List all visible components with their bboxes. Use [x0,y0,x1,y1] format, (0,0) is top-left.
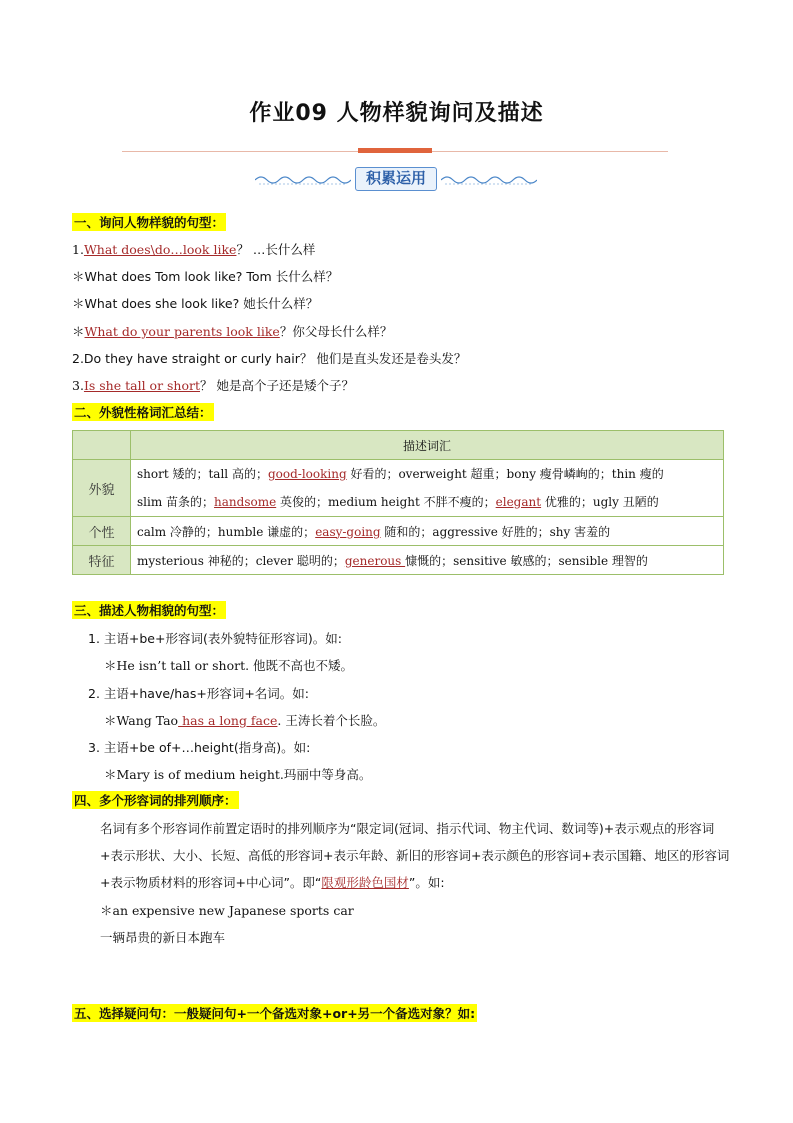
underlined-word: generous [344,553,406,568]
rule-item: 2. 主语+have/has+形容词+名词。如: [88,686,310,701]
table-cell [131,460,724,517]
mnemonic-phrase: 限观形龄色国材 [321,875,409,890]
example-en: ＊an expensive new Japanese sports car [100,903,354,918]
underlined-phrase: What does\do…look like [83,242,237,257]
row-label-personality: 个性 [73,517,131,546]
underlined-phrase: What do your parents look like [84,324,280,339]
cell-line: short 矮的；tall 高的；good-looking 好看的；overweight 超重；bony 瘦骨嶙峋的；thin 瘦的 [137,467,664,481]
section-heading-3: 三、描述人物相貌的句型： [74,603,225,618]
sentence-line: ＊What does she look like? 她长什么样？ [72,296,319,311]
wave-ornament-right [441,172,537,188]
section-heading-4: 四、多个形容词的排列顺序： [74,793,237,808]
underlined-word: elegant [495,495,542,509]
page-title: 作业09 人物样貌询问及描述 [249,101,544,126]
underlined-word: handsome [214,495,277,509]
line-text: ？ …长什么样 [236,242,316,257]
example-zh: 一辆昂贵的新日本跑车 [100,930,226,945]
line-text: ？ 她是高个子还是矮个子？ [200,378,354,393]
underlined-phrase: has a long face [178,713,278,728]
rule-example: ＊Mary is of medium height.玛丽中等身高。 [104,767,372,782]
table-row [73,517,724,546]
rule-example: ＊Wang Tao has a long face. 王涛长着个长脸。 [104,713,386,728]
line-number: 3. [72,378,84,393]
rule-item: 3. 主语+be of+…height(指身高)。如: [88,740,311,755]
section-heading-2: 二、外貌性格词汇总结： [74,405,212,420]
sentence-line: ＊What does Tom look like? Tom 长什么样？ [72,269,339,284]
table-corner-cell [73,431,131,460]
underlined-word: good-looking [267,467,347,481]
vocabulary-table [72,430,724,575]
table-header-row [73,431,724,460]
line-bullet: ＊ [72,324,85,339]
table-header: 描述词汇 [131,431,724,460]
wave-ornament-left [255,172,351,188]
line-text: ？你父母长什么样？ [279,324,393,339]
table-row [73,460,724,517]
order-paragraph: 名词有多个形容词作前置定语时的排列顺序为“限定词(冠词、指示代词、物主代词、数词等)+表示观点的形容词+表示形状、大小、长短、高低的形容词+表示年龄、新旧的形容词+表示颜色的形容词+表示国籍、地区的形容词+表示物质材料的形容词+中心词”。即“限观形龄色国材”。如: [100,821,730,890]
banner-badge: 积累运用 [355,167,437,191]
section-banner [255,164,537,194]
section-heading-5: 五、选择疑问句：一般疑问句+一个备选对象+or+另一个备选对象？如: [74,1006,476,1021]
underlined-word: easy-going [315,524,381,539]
table-cell: calm 冷静的；humble 谦虚的；easy-going 随和的；aggressive 好胜的；shy 害羞的 [131,517,724,546]
sentence-line [72,322,392,340]
table-row [73,546,724,575]
sentence-line [72,240,315,258]
line-number: 1. [72,242,84,257]
table-cell: mysterious 神秘的；clever 聪明的；generous 慷慨的；sensitive 敏感的；sensible 理智的 [131,546,724,575]
cell-line: slim 苗条的；handsome 英俊的；medium height 不胖不瘦的；elegant 优雅的；ugly 丑陋的 [137,495,659,509]
sentence-line [72,376,354,394]
title-divider-accent [358,148,432,153]
sentence-line: 2.Do they have straight or curly hair？ 他们是直头发还是卷头发？ [72,351,467,366]
row-label-appearance: 外貌 [73,460,131,517]
rule-example: ＊He isn’t tall or short. 他既不高也不矮。 [104,658,354,673]
rule-item: 1. 主语+be+形容词(表外貌特征形容词)。如: [88,631,342,646]
underlined-phrase: Is she tall or short [83,378,201,393]
row-label-traits: 特征 [73,546,131,575]
section-heading-1: 一、询问人物样貌的句型： [74,215,225,230]
